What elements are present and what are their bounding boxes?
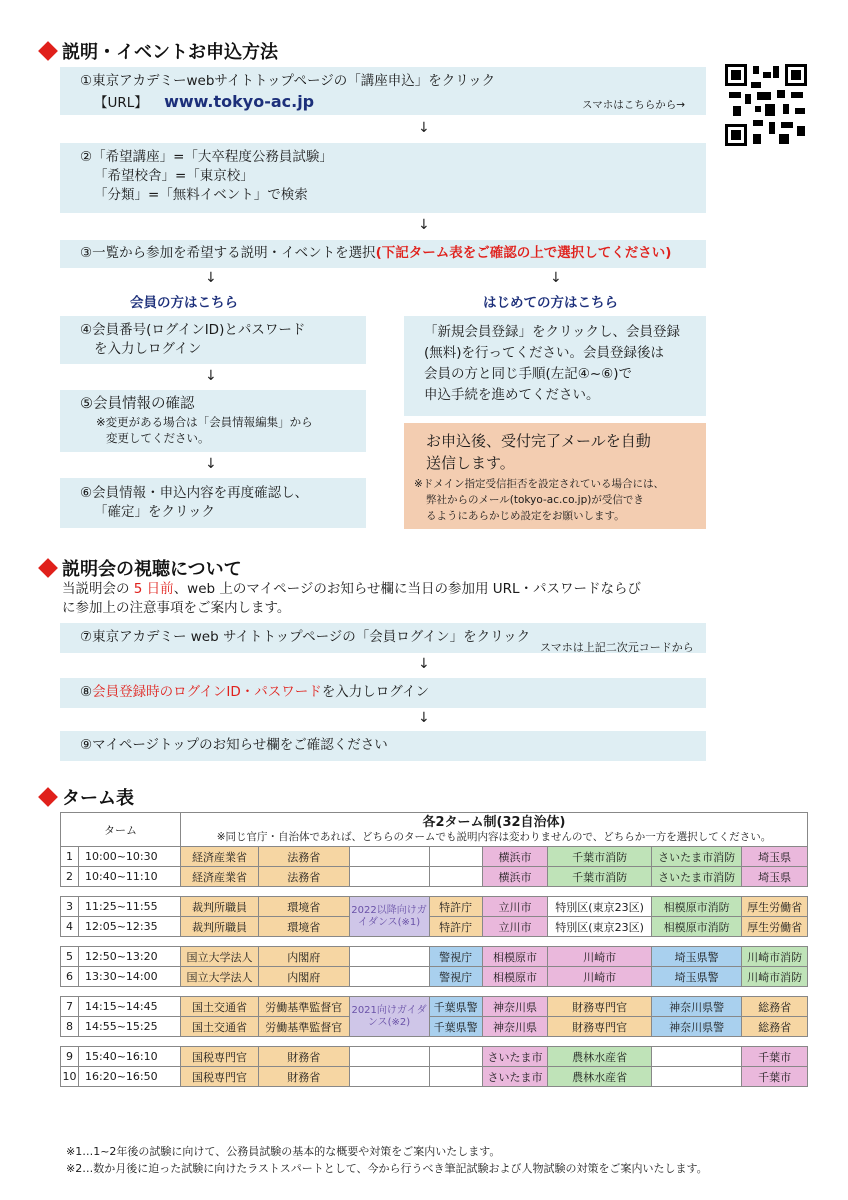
session-cell[interactable]: さいたま市消防 — [651, 847, 741, 867]
table-row — [61, 867, 808, 887]
step4-line2: を入力しログイン — [94, 341, 202, 357]
session-cell — [429, 847, 482, 867]
session-cell[interactable]: 神奈川県警 — [651, 1017, 741, 1037]
step6-line2: 「確定」をクリック — [94, 504, 215, 520]
section-heading-application — [38, 38, 278, 64]
session-cell — [429, 1047, 482, 1067]
session-cell[interactable]: 2021向けガイダンス(※2) — [349, 997, 429, 1037]
term-time: 14:15~14:45 — [79, 997, 181, 1017]
session-cell[interactable]: 総務省 — [742, 997, 808, 1017]
step2-line2: 「希望校舎」=「東京校」 — [94, 168, 254, 184]
note2: ※2…数か月後に迫った試験に向けたラストスパートとして、今から行うべき筆記試験および人物試験の対策をご案内いたします。 — [66, 1162, 708, 1175]
session-cell[interactable]: 裁判所職員 — [181, 897, 259, 917]
mail-line2: 送信します。 — [426, 454, 515, 472]
table-gap-row — [61, 937, 808, 947]
new-member-box — [404, 316, 706, 416]
session-cell[interactable]: 川崎市 — [548, 947, 652, 967]
session-cell[interactable]: 神奈川県 — [482, 1017, 548, 1037]
session-cell[interactable]: 特別区(東京23区) — [548, 897, 652, 917]
session-cell[interactable]: 労働基準監督官 — [259, 1017, 349, 1037]
qr-code-icon[interactable] — [725, 64, 807, 146]
session-cell[interactable]: 横浜市 — [482, 867, 548, 887]
session-cell[interactable]: 国立大学法人 — [181, 947, 259, 967]
table-row — [61, 1047, 808, 1067]
step6-box — [60, 478, 366, 528]
session-cell[interactable]: 環境省 — [259, 897, 349, 917]
session-cell[interactable]: 警視庁 — [429, 947, 482, 967]
term-number: 5 — [61, 947, 79, 967]
diamond-icon — [38, 558, 58, 578]
step2-line3: 「分類」=「無料イベント」で検索 — [94, 187, 308, 203]
mail-line1: お申込後、受付完了メールを自動 — [426, 432, 651, 450]
term-number: 4 — [61, 917, 79, 937]
url-label: 【URL】 — [94, 95, 148, 111]
step4-line1: ④会員番号(ログインID)とパスワード — [80, 322, 306, 338]
table-row — [61, 967, 808, 987]
session-cell[interactable]: 川崎市 — [548, 967, 652, 987]
session-cell — [429, 867, 482, 887]
table-row — [61, 997, 808, 1017]
intro-line2: に参加上の注意事項をご案内します。 — [62, 600, 291, 616]
table-row — [61, 847, 808, 867]
table-row — [61, 897, 808, 917]
session-cell[interactable]: 千葉県警 — [429, 997, 482, 1017]
session-cell[interactable]: 国土交通省 — [181, 997, 259, 1017]
step2-line1: ②「希望講座」=「大卒程度公務員試験」 — [80, 149, 333, 165]
section-heading-viewing — [38, 555, 242, 581]
session-cell[interactable]: 経済産業省 — [181, 867, 259, 887]
mail-note1: ※ドメイン指定受信拒否を設定されている場合には、 — [414, 478, 664, 490]
section-title: ターム表 — [62, 788, 134, 809]
term-time: 13:30~14:00 — [79, 967, 181, 987]
step5-note1: ※変更がある場合は「会員情報編集」から — [96, 415, 313, 429]
term-time: 10:40~11:10 — [79, 867, 181, 887]
session-cell[interactable]: 川崎市消防 — [742, 947, 808, 967]
session-cell[interactable]: 相模原市 — [482, 967, 548, 987]
section-title: 説明会の視聴について — [62, 559, 242, 580]
table-gap-row — [61, 887, 808, 897]
step5-note2: 変更してください。 — [106, 431, 210, 445]
term-number: 7 — [61, 997, 79, 1017]
session-cell[interactable]: さいたま市 — [482, 1067, 548, 1087]
step9-box — [60, 731, 706, 761]
session-cell[interactable]: 厚生労働省 — [742, 917, 808, 937]
session-cell[interactable]: 環境省 — [259, 917, 349, 937]
new-line1: 「新規会員登録」をクリックし、会員登録 — [424, 324, 680, 340]
step8-prefix: ⑧ — [80, 684, 93, 700]
session-cell[interactable]: 特許庁 — [429, 897, 482, 917]
term-number: 6 — [61, 967, 79, 987]
intro-a: 当説明会の — [62, 581, 134, 597]
term-column-header: ターム — [61, 813, 181, 847]
term-number: 8 — [61, 1017, 79, 1037]
step8-red: 会員登録時のログインID・パスワード — [92, 684, 322, 700]
table-row — [61, 1017, 808, 1037]
session-cell[interactable]: 千葉県警 — [429, 1017, 482, 1037]
step7-note: スマホは上記二次元コードから — [540, 641, 694, 654]
step4-box — [60, 316, 366, 364]
term-time: 12:50~13:20 — [79, 947, 181, 967]
session-cell[interactable]: 千葉市 — [742, 1067, 808, 1087]
session-cell[interactable]: 国税専門官 — [181, 1047, 259, 1067]
session-cell[interactable]: 農林水産省 — [548, 1047, 652, 1067]
term-number: 9 — [61, 1047, 79, 1067]
session-cell — [429, 1067, 482, 1087]
viewing-intro — [62, 580, 782, 618]
session-cell[interactable]: 横浜市 — [482, 847, 548, 867]
session-cell[interactable]: 法務省 — [259, 847, 349, 867]
session-cell[interactable]: 埼玉県警 — [651, 967, 741, 987]
table-row — [61, 947, 808, 967]
session-cell — [651, 1067, 741, 1087]
intro-b: 、web 上のマイページのお知らせ欄に当日の参加用 URL・パスワードならび — [173, 581, 642, 597]
session-cell[interactable]: 総務省 — [742, 1017, 808, 1037]
session-cell[interactable]: 千葉市 — [742, 1047, 808, 1067]
arrow-down-icon: ↓ — [205, 368, 217, 384]
section-title: 説明・イベントお申込方法 — [62, 42, 278, 63]
term-time: 11:25~11:55 — [79, 897, 181, 917]
step1-text: ①東京アカデミーwebサイトトップページの「講座申込」をクリック — [80, 73, 496, 89]
term-number: 10 — [61, 1067, 79, 1087]
session-cell[interactable]: 神奈川県警 — [651, 997, 741, 1017]
session-cell[interactable]: 農林水産省 — [548, 1067, 652, 1087]
session-cell[interactable]: 財務省 — [259, 1067, 349, 1087]
term-time: 15:40~16:10 — [79, 1047, 181, 1067]
tokyo-ac-url-link[interactable]: www.tokyo-ac.jp — [164, 92, 315, 111]
table-gap-row — [61, 1037, 808, 1047]
session-cell — [349, 867, 429, 887]
step3-note: (下記ターム表をご確認の上で選択してください) — [375, 245, 672, 261]
arrow-down-icon: ↓ — [418, 656, 430, 672]
session-cell[interactable]: 相模原市消防 — [651, 917, 741, 937]
term-number: 2 — [61, 867, 79, 887]
new-user-heading: はじめての方はこちら — [483, 295, 618, 311]
mail-notice-box — [404, 423, 706, 529]
session-cell — [349, 1067, 429, 1087]
session-cell[interactable]: さいたま市消防 — [651, 867, 741, 887]
session-cell[interactable]: 国税専門官 — [181, 1067, 259, 1087]
session-cell[interactable]: 川崎市消防 — [742, 967, 808, 987]
diamond-icon — [38, 41, 58, 61]
step5-title: ⑤会員情報の確認 — [80, 396, 195, 412]
term-time: 12:05~12:35 — [79, 917, 181, 937]
session-cell[interactable]: 2022以降向けガイダンス(※1) — [349, 897, 429, 937]
notes — [66, 1143, 708, 1177]
term-time: 14:55~15:25 — [79, 1017, 181, 1037]
step6-line1: ⑥会員情報・申込内容を再度確認し、 — [80, 485, 309, 501]
session-cell[interactable]: 特別区(東京23区) — [548, 917, 652, 937]
session-cell[interactable]: 財務専門官 — [548, 1017, 652, 1037]
term-header — [181, 813, 808, 847]
step8-box — [60, 678, 706, 708]
session-cell[interactable]: 埼玉県 — [742, 847, 808, 867]
session-cell[interactable]: 内閣府 — [259, 947, 349, 967]
session-cell[interactable]: さいたま市 — [482, 1047, 548, 1067]
new-line2: (無料)を行ってください。会員登録後は — [424, 345, 665, 361]
step3-text: ③一覧から参加を希望する説明・イベントを選択 — [80, 245, 376, 261]
arrow-down-icon: ↓ — [418, 217, 430, 233]
term-time: 16:20~16:50 — [79, 1067, 181, 1087]
note1: ※1…1~2年後の試験に向けて、公務員試験の基本的な概要や対策をご案内いたします。 — [66, 1145, 501, 1158]
session-cell[interactable]: 埼玉県警 — [651, 947, 741, 967]
arrow-down-icon: ↓ — [550, 270, 562, 286]
session-cell[interactable]: 神奈川県 — [482, 997, 548, 1017]
intro-days: 5 日前 — [133, 581, 174, 597]
session-cell[interactable]: 内閣府 — [259, 967, 349, 987]
session-cell[interactable]: 警視庁 — [429, 967, 482, 987]
session-cell[interactable]: 経済産業省 — [181, 847, 259, 867]
step7-text: ⑦東京アカデミー web サイトトップページの「会員ログイン」をクリック — [80, 629, 531, 645]
session-cell[interactable]: 立川市 — [482, 897, 548, 917]
session-cell[interactable]: 裁判所職員 — [181, 917, 259, 937]
session-cell[interactable]: 千葉市消防 — [548, 847, 652, 867]
new-line3: 会員の方と同じ手順(左記④~⑥)で — [424, 366, 633, 382]
members-heading: 会員の方はこちら — [130, 295, 238, 311]
session-cell — [349, 967, 429, 987]
session-cell[interactable]: 国土交通省 — [181, 1017, 259, 1037]
session-cell[interactable]: 相模原市 — [482, 947, 548, 967]
session-cell — [651, 1047, 741, 1067]
step9-text: ⑨マイページトップのお知らせ欄をご確認ください — [80, 737, 388, 753]
session-cell — [349, 947, 429, 967]
term-number: 1 — [61, 847, 79, 867]
smartphone-hint: スマホはこちらから→ — [582, 99, 686, 111]
session-cell[interactable]: 特許庁 — [429, 917, 482, 937]
session-cell[interactable]: 立川市 — [482, 917, 548, 937]
table-gap-row — [61, 987, 808, 997]
table-row — [61, 917, 808, 937]
header-title: 各2ターム制(32自治体) — [422, 814, 566, 830]
step8-suffix: を入力しログイン — [321, 684, 430, 700]
header-note: ※同じ官庁・自治体であれば、どちらのタームでも説明内容は変わりませんので、どちらか一方を選択してください。 — [216, 830, 772, 843]
section-heading-terms — [38, 784, 134, 810]
session-cell — [349, 847, 429, 867]
table-row — [61, 1067, 808, 1087]
session-cell[interactable]: 財務省 — [259, 1047, 349, 1067]
step3-box — [60, 240, 706, 268]
session-cell[interactable]: 埼玉県 — [742, 867, 808, 887]
session-cell[interactable]: 千葉市消防 — [548, 867, 652, 887]
session-cell[interactable]: 国立大学法人 — [181, 967, 259, 987]
arrow-down-icon: ↓ — [205, 270, 217, 286]
session-cell[interactable]: 財務専門官 — [548, 997, 652, 1017]
term-number: 3 — [61, 897, 79, 917]
arrow-down-icon: ↓ — [418, 710, 430, 726]
step2-box — [60, 143, 706, 213]
new-line4: 申込手続を進めてください。 — [424, 387, 600, 403]
mail-note2: 弊社からのメール(tokyo-ac.co.jp)が受信でき — [426, 494, 644, 506]
arrow-down-icon: ↓ — [418, 120, 430, 136]
session-cell[interactable]: 労働基準監督官 — [259, 997, 349, 1017]
arrow-down-icon: ↓ — [205, 456, 217, 472]
diamond-icon — [38, 787, 58, 807]
session-cell[interactable]: 厚生労働省 — [742, 897, 808, 917]
mail-note3: るようにあらかじめ設定をお願いします。 — [426, 510, 625, 522]
term-time: 10:00~10:30 — [79, 847, 181, 867]
session-cell[interactable]: 法務省 — [259, 867, 349, 887]
step5-box — [60, 390, 366, 452]
term-table — [60, 812, 808, 1087]
session-cell[interactable]: 相模原市消防 — [651, 897, 741, 917]
session-cell — [349, 1047, 429, 1067]
